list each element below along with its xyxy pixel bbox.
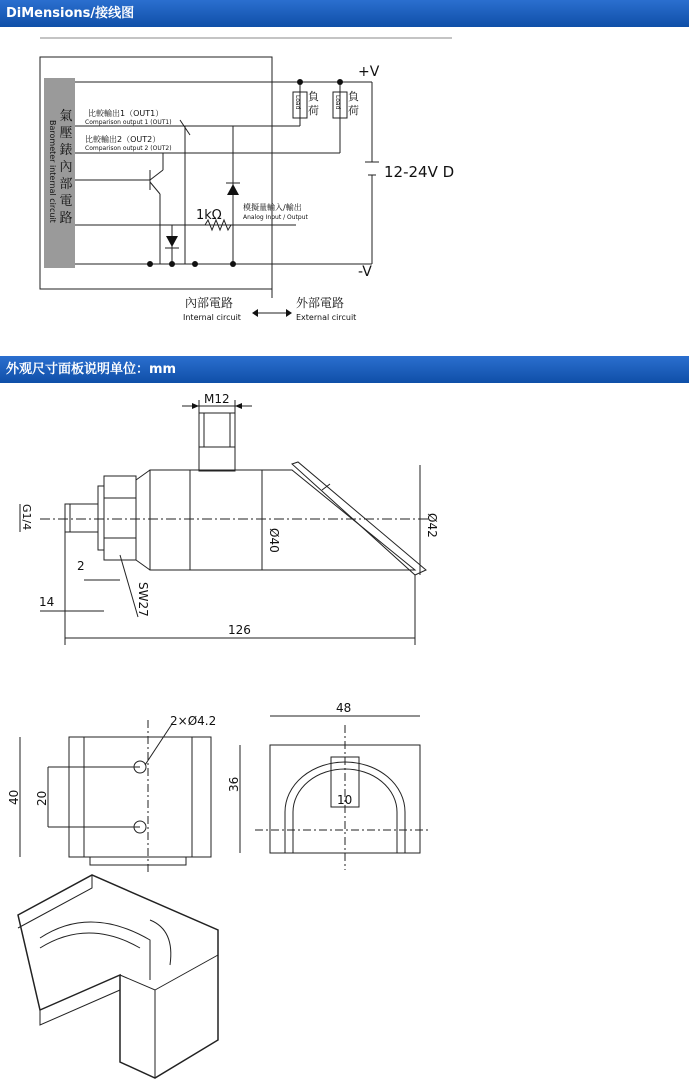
- analog-label: 模擬量輸入/輸出: [243, 203, 302, 212]
- dimensions-section-header: 外观尺寸面板说明单位：mm: [0, 356, 689, 383]
- resistor-label: 1kΩ: [196, 208, 222, 223]
- supply-label: 12-24V D: [384, 163, 455, 181]
- internal-circuit-label: 內部電路: [185, 296, 234, 310]
- out1-label: 比較輸出1（OUT1）: [88, 109, 164, 118]
- wiring-section-header: DiMensions/接线图: [0, 0, 689, 27]
- svg-text:Barometer internal circuit: Barometer internal circuit: [48, 120, 57, 223]
- svg-text:壓: 壓: [59, 126, 73, 141]
- dim-126-label: 126: [228, 623, 251, 637]
- h20-label: 20: [35, 790, 49, 806]
- out2-label: 比較輸出2（OUT2）: [85, 135, 161, 144]
- out2-label-en: Comparison output 2 (OUT2): [85, 145, 172, 152]
- svg-text:Load: Load: [294, 95, 301, 110]
- svg-text:荷: 荷: [308, 104, 319, 117]
- bracket-side-view: [227, 701, 430, 870]
- sw27-label: SW27: [136, 582, 150, 617]
- svg-text:氣: 氣: [59, 109, 73, 124]
- external-circuit-label-en: External circuit: [296, 313, 357, 322]
- svg-text:荷: 荷: [348, 104, 359, 117]
- svg-text:電: 電: [59, 194, 73, 209]
- bracket-isometric-view: [18, 875, 218, 1078]
- sensor-side-view: [20, 392, 439, 645]
- internal-circuit-label-en: Internal circuit: [183, 313, 241, 322]
- h36-label: 36: [227, 776, 241, 792]
- svg-text:負: 負: [348, 90, 359, 103]
- svg-text:內: 內: [59, 160, 73, 175]
- external-circuit-label: 外部電路: [296, 296, 345, 310]
- d42-label: Ø42: [425, 513, 439, 538]
- svg-text:Load: Load: [334, 95, 341, 110]
- svg-text:部: 部: [59, 177, 73, 192]
- dim-2-label: 2: [77, 559, 85, 573]
- wiring-diagram: [40, 38, 454, 322]
- holes-label: 2×Ø4.2: [170, 714, 217, 728]
- plus-v-label: +V: [358, 64, 380, 80]
- h40-label: 40: [7, 789, 21, 805]
- d40-label: Ø40: [267, 528, 281, 553]
- analog-label-en: Analog Input / Output: [243, 214, 308, 221]
- svg-text:路: 路: [59, 211, 73, 226]
- dim-14-label: 14: [39, 595, 55, 609]
- w48-label: 48: [336, 701, 352, 715]
- svg-text:錶: 錶: [59, 143, 73, 158]
- w10-label: 10: [337, 793, 353, 807]
- out1-label-en: Comparison output 1 (OUT1): [85, 119, 172, 126]
- svg-text:負: 負: [308, 90, 319, 103]
- g14-label: G1/4: [20, 504, 33, 531]
- internal-block-label: [48, 108, 73, 226]
- m12-label: M12: [204, 392, 230, 406]
- bracket-front-view: [7, 714, 216, 875]
- minus-v-label: -V: [358, 264, 372, 280]
